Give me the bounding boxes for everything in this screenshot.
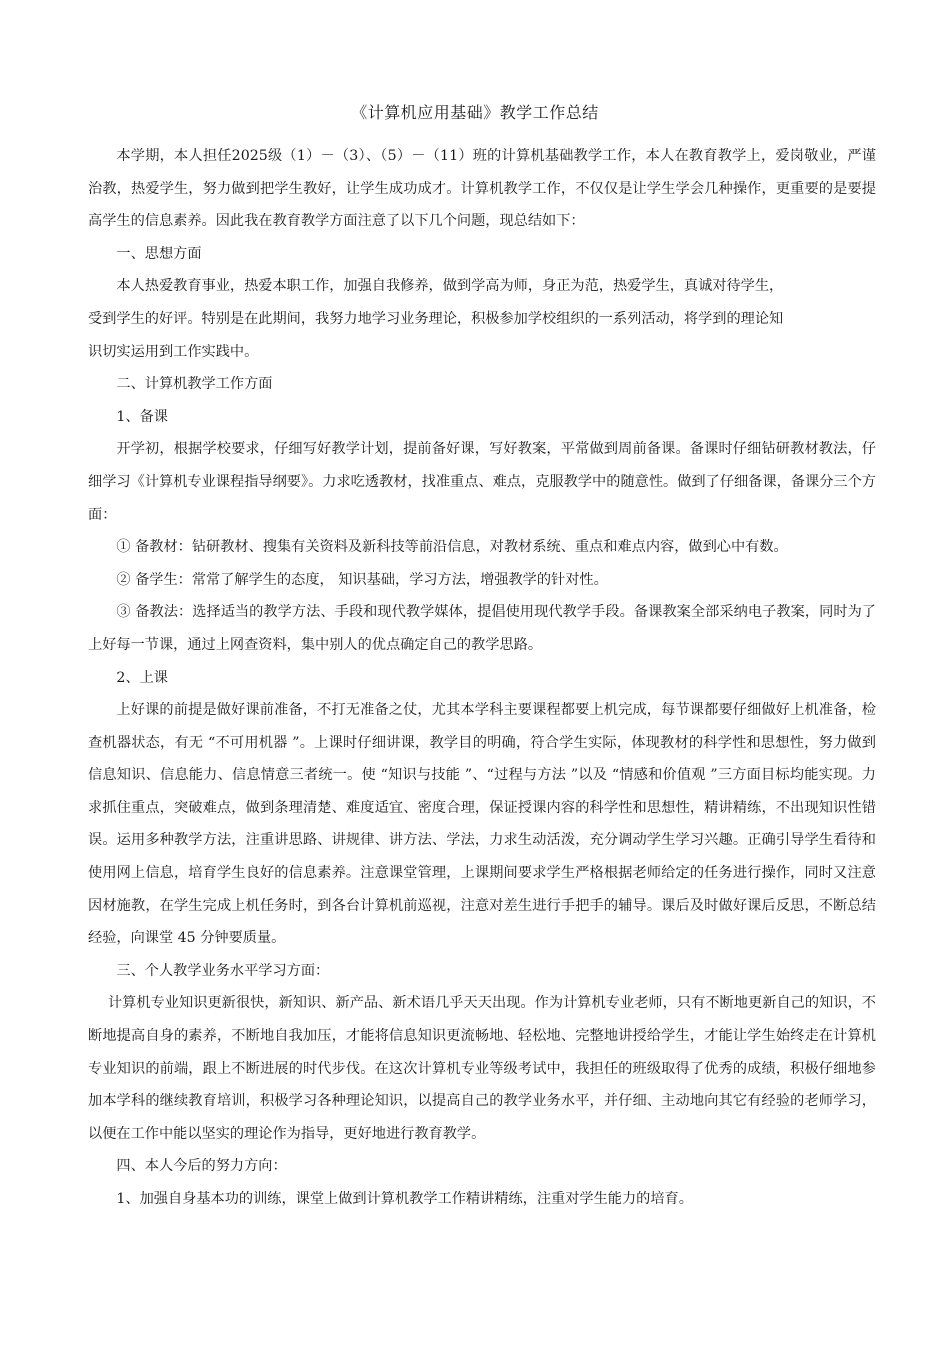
paragraph: ① 备教材：钻研教材、搜集有关资料及新科技等前沿信息，对教材系统、重点和难点内容，做到心中有数。 bbox=[116, 539, 788, 556]
paragraph-line: 本人热爱教育事业，热爱本职工作，加强自我修养，做到学高为师，身正为范，热爱学生，真诚对待学生， bbox=[116, 278, 784, 295]
paragraph: 上好课的前提是做好课前准备，不打无准备之仗，尤其本学科主要课程都要上机完成，每节课都要仔细做好上机准备，检查机器状态，有无 “不可用机器 ”。上课时仔细讲课，教学目的明确，符合学生实际，体现教材的科学性和思想性，努力做到信息知识、信息能力、信息情意三者统一。使 “知识与技能 ”、“过程与方法 ”以及 “情感和价值观 ”三方面目标均能实现。力求抓住重点，突破难点，做到条理清楚、难度适宜、密度合理，保证授课内容的科学性和思想性，精讲精练，不出现知识性错误。运用多种教学方法，注重讲思路、讲规律、讲方法、学法，力求生动活泼，充分调动学生学习兴趣。正确引导学生看待和使用网上信息，培育学生良好的信息素养。注意课堂管理，上课期间要求学生严格根据老师给定的任务进行操作，同时又注意因材施教，在学生完成上机任务时，到各台计算机前巡视，注意对差生进行手把手的辅导。课后及时做好课后反思，不断总结经验，向课堂 45 分钟要质量。 bbox=[88, 702, 876, 947]
document-body bbox=[88, 140, 876, 1216]
paragraph: 开学初，根据学校要求，仔细写好教学计划，提前备好课，写好教案，平常做到周前备课。备课时仔细钻研教材教法，仔细学习《计算机专业课程指导纲要》。力求吃透教材，找准重点、难点，克服教学中的随意性。做到了仔细备课，备课分三个方面： bbox=[88, 441, 876, 523]
paragraph: 三、个人教学业务水平学习方面： bbox=[116, 962, 330, 979]
paragraph: 计算机专业知识更新很快，新知识、新产品、新术语几乎天天出现。作为计算机专业老师，只有不断地更新自己的知识，不断地提高自身的素养，不断地自我加压，才能将信息知识更流畅地、轻松地、完整地讲授给学生，才能让学生始终走在计算机专业知识的前端，跟上不断进展的时代步伐。在这次计算机专业等级考试中，我担任的班级取得了优秀的成绩，积极仔细地参加本学科的继续教育培训，积极学习各种理论知识，以提高自己的教学业务水平，并仔细、主动地向其它有经验的老师学习，以便在工作中能以坚实的理论作为指导，更好地进行教育教学。 bbox=[88, 995, 876, 1142]
paragraph: 2、上课 bbox=[116, 669, 168, 686]
paragraph: ② 备学生：常常了解学生的态度， 知识基础，学习方法，增强教学的针对性。 bbox=[116, 571, 608, 588]
paragraph: 1、备课 bbox=[116, 408, 168, 425]
paragraph: 一、思想方面 bbox=[116, 245, 202, 262]
paragraph bbox=[88, 270, 876, 368]
paragraph: 二、计算机教学工作方面 bbox=[116, 376, 273, 393]
paragraph: 本学期，本人担任2025级（1）－（3）、（5）－（11）班的计算机基础教学工作，本人在教育教学上，爱岗敬业，严谨治教，热爱学生，努力做到把学生教好，让学生成功成才。计算机教学工作，不仅仅是让学生学会几种操作，更重要的是要提高学生的信息素养。因此我在教育教学方面注意了以下几个问题，现总结如下： bbox=[88, 148, 876, 230]
paragraph: 四、本人今后的努力方向： bbox=[116, 1158, 287, 1175]
paragraph: ③ 备教法：选择适当的教学方法、手段和现代教学媒体，提倡使用现代教学手段。备课教案全部采纳电子教案，同时为了上好每一节课，通过上网查资料，集中别人的优点确定自己的教学思路。 bbox=[88, 604, 876, 653]
paragraph-line: 受到学生的好评。特别是在此期间，我努力地学习业务理论，积极参加学校组织的一系列活动，将学到的理论知 bbox=[88, 310, 784, 327]
document-title: 《计算机应用基础》教学工作总结 bbox=[351, 103, 599, 122]
paragraph-line: 识切实运用到工作实践中。 bbox=[88, 343, 259, 360]
paragraph: 1、加强自身基本功的训练，课堂上做到计算机教学工作精讲精练，注重对学生能力的培育。 bbox=[116, 1191, 693, 1207]
